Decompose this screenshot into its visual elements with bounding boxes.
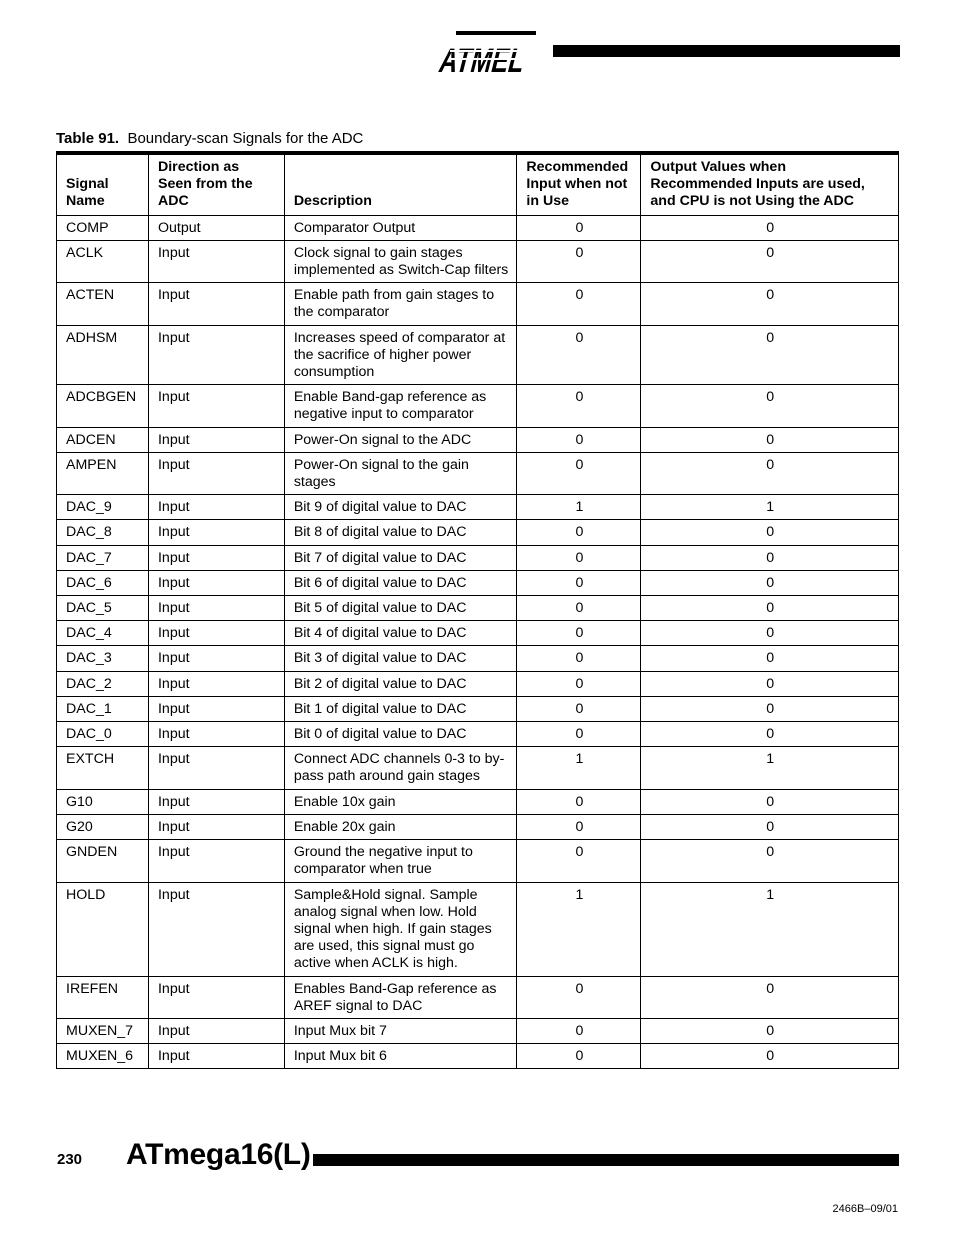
signal-name-cell: DAC_5	[57, 596, 149, 621]
recommended-input-cell: 0	[517, 325, 641, 385]
table-row	[57, 671, 899, 696]
output-value-cell: 0	[641, 283, 899, 325]
signal-name-cell: MUXEN_6	[57, 1044, 149, 1069]
document-code: 2466B–09/01	[832, 1203, 898, 1215]
recommended-input-cell: 0	[517, 789, 641, 814]
table-row	[57, 596, 899, 621]
direction-cell: Input	[148, 283, 284, 325]
output-value-cell: 0	[641, 722, 899, 747]
description-cell: Power-On signal to the ADC	[284, 427, 517, 452]
col-header-signal-name: Signal Name	[57, 153, 149, 215]
signal-name-cell: HOLD	[57, 882, 149, 976]
recommended-input-cell: 0	[517, 596, 641, 621]
signal-name-cell: DAC_0	[57, 722, 149, 747]
direction-cell: Input	[148, 1044, 284, 1069]
document-title: ATmega16(L)	[126, 1138, 311, 1171]
signal-name-cell: DAC_4	[57, 621, 149, 646]
recommended-input-cell: 0	[517, 545, 641, 570]
table-row	[57, 283, 899, 325]
table-row	[57, 722, 899, 747]
description-cell: Bit 9 of digital value to DAC	[284, 495, 517, 520]
description-cell: Ground the negative input to comparator when true	[284, 840, 517, 882]
description-cell: Bit 1 of digital value to DAC	[284, 696, 517, 721]
direction-cell: Input	[148, 495, 284, 520]
description-cell: Sample&Hold signal. Sample analog signal when low. Hold signal when high. If gain stages are used, this signal must go active when ACLK is high.	[284, 882, 517, 976]
direction-cell: Input	[148, 452, 284, 494]
svg-text:ATMEL: ATMEL	[435, 42, 560, 80]
table-row	[57, 545, 899, 570]
direction-cell: Input	[148, 671, 284, 696]
table-row	[57, 427, 899, 452]
description-cell: Bit 5 of digital value to DAC	[284, 596, 517, 621]
signal-name-cell: EXTCH	[57, 747, 149, 789]
direction-cell: Output	[148, 215, 284, 240]
direction-cell: Input	[148, 520, 284, 545]
direction-cell: Input	[148, 976, 284, 1018]
description-cell: Bit 8 of digital value to DAC	[284, 520, 517, 545]
table-row	[57, 814, 899, 839]
signal-name-cell: AMPEN	[57, 452, 149, 494]
output-value-cell: 1	[641, 495, 899, 520]
signal-name-cell: DAC_2	[57, 671, 149, 696]
table-caption	[56, 130, 363, 147]
output-value-cell: 0	[641, 646, 899, 671]
description-cell: Bit 4 of digital value to DAC	[284, 621, 517, 646]
recommended-input-cell: 0	[517, 1018, 641, 1043]
direction-cell: Input	[148, 596, 284, 621]
header-rule	[553, 45, 900, 57]
direction-cell: Input	[148, 427, 284, 452]
recommended-input-cell: 0	[517, 570, 641, 595]
output-value-cell: 0	[641, 240, 899, 282]
recommended-input-cell: 0	[517, 840, 641, 882]
direction-cell: Input	[148, 1018, 284, 1043]
output-value-cell: 0	[641, 325, 899, 385]
recommended-input-cell: 0	[517, 814, 641, 839]
direction-cell: Input	[148, 621, 284, 646]
recommended-input-cell: 0	[517, 976, 641, 1018]
description-cell: Input Mux bit 7	[284, 1018, 517, 1043]
col-header-description: Description	[284, 153, 517, 215]
output-value-cell: 0	[641, 545, 899, 570]
table-row	[57, 882, 899, 976]
signal-name-cell: ADCEN	[57, 427, 149, 452]
direction-cell: Input	[148, 789, 284, 814]
recommended-input-cell: 1	[517, 495, 641, 520]
output-value-cell: 0	[641, 814, 899, 839]
direction-cell: Input	[148, 646, 284, 671]
output-value-cell: 0	[641, 671, 899, 696]
signal-name-cell: DAC_6	[57, 570, 149, 595]
table-header-row	[57, 153, 899, 215]
output-value-cell: 0	[641, 596, 899, 621]
output-value-cell: 0	[641, 215, 899, 240]
signal-name-cell: DAC_3	[57, 646, 149, 671]
description-cell: Bit 3 of digital value to DAC	[284, 646, 517, 671]
output-value-cell: 0	[641, 570, 899, 595]
recommended-input-cell: 0	[517, 696, 641, 721]
signal-name-cell: ADCBGEN	[57, 385, 149, 427]
table-row	[57, 240, 899, 282]
output-value-cell: 0	[641, 1044, 899, 1069]
recommended-input-cell: 0	[517, 427, 641, 452]
output-value-cell: 0	[641, 520, 899, 545]
table-row	[57, 646, 899, 671]
col-header-output-values: Output Values when Recommended Inputs are used, and CPU is not Using the ADC	[641, 153, 899, 215]
description-cell: Comparator Output	[284, 215, 517, 240]
description-cell: Enables Band-Gap reference as AREF signal to DAC	[284, 976, 517, 1018]
table-row	[57, 696, 899, 721]
direction-cell: Input	[148, 814, 284, 839]
description-cell: Bit 2 of digital value to DAC	[284, 671, 517, 696]
table-row	[57, 385, 899, 427]
description-cell: Bit 7 of digital value to DAC	[284, 545, 517, 570]
page-number: 230	[57, 1151, 83, 1168]
output-value-cell: 0	[641, 1018, 899, 1043]
table-row	[57, 747, 899, 789]
table-row	[57, 325, 899, 385]
col-header-recommended-input: Recommended Input when not in Use	[517, 153, 641, 215]
table-row	[57, 215, 899, 240]
recommended-input-cell: 1	[517, 747, 641, 789]
recommended-input-cell: 0	[517, 646, 641, 671]
signal-name-cell: GNDEN	[57, 840, 149, 882]
description-cell: Enable Band-gap reference as negative input to comparator	[284, 385, 517, 427]
direction-cell: Input	[148, 570, 284, 595]
table-caption-number: Table 91.	[56, 130, 120, 147]
table-row	[57, 495, 899, 520]
signal-name-cell: DAC_1	[57, 696, 149, 721]
output-value-cell: 0	[641, 789, 899, 814]
direction-cell: Input	[148, 840, 284, 882]
description-cell: Enable 20x gain	[284, 814, 517, 839]
signal-name-cell: DAC_9	[57, 495, 149, 520]
description-cell: Enable path from gain stages to the comparator	[284, 283, 517, 325]
signal-name-cell: ADHSM	[57, 325, 149, 385]
direction-cell: Input	[148, 240, 284, 282]
recommended-input-cell: 1	[517, 882, 641, 976]
signal-name-cell: G20	[57, 814, 149, 839]
direction-cell: Input	[148, 747, 284, 789]
table-row	[57, 976, 899, 1018]
signal-name-cell: MUXEN_7	[57, 1018, 149, 1043]
table-row	[57, 570, 899, 595]
recommended-input-cell: 0	[517, 621, 641, 646]
recommended-input-cell: 0	[517, 722, 641, 747]
table-caption-title: Boundary-scan Signals for the ADC	[127, 130, 364, 147]
recommended-input-cell: 0	[517, 215, 641, 240]
description-cell: Connect ADC channels 0-3 to by-pass path around gain stages	[284, 747, 517, 789]
description-cell: Enable 10x gain	[284, 789, 517, 814]
footer-rule	[313, 1154, 899, 1166]
output-value-cell: 0	[641, 696, 899, 721]
table-body	[57, 215, 899, 1069]
recommended-input-cell: 0	[517, 240, 641, 282]
signal-name-cell: ACLK	[57, 240, 149, 282]
table-row	[57, 520, 899, 545]
signal-name-cell: G10	[57, 789, 149, 814]
output-value-cell: 0	[641, 427, 899, 452]
direction-cell: Input	[148, 545, 284, 570]
col-header-direction: Direction as Seen from the ADC	[148, 153, 284, 215]
output-value-cell: 1	[641, 882, 899, 976]
description-cell: Increases speed of comparator at the sacrifice of higher power consumption	[284, 325, 517, 385]
table-row	[57, 789, 899, 814]
recommended-input-cell: 0	[517, 452, 641, 494]
atmel-logo	[435, 28, 560, 80]
output-value-cell: 0	[641, 840, 899, 882]
output-value-cell: 0	[641, 621, 899, 646]
table-row	[57, 1018, 899, 1043]
signal-name-cell: ACTEN	[57, 283, 149, 325]
signal-name-cell: DAC_7	[57, 545, 149, 570]
output-value-cell: 0	[641, 452, 899, 494]
description-cell: Power-On signal to the gain stages	[284, 452, 517, 494]
output-value-cell: 0	[641, 385, 899, 427]
signal-name-cell: COMP	[57, 215, 149, 240]
recommended-input-cell: 0	[517, 520, 641, 545]
description-cell: Bit 0 of digital value to DAC	[284, 722, 517, 747]
table-row	[57, 621, 899, 646]
direction-cell: Input	[148, 385, 284, 427]
table-row	[57, 1044, 899, 1069]
recommended-input-cell: 0	[517, 385, 641, 427]
signal-name-cell: DAC_8	[57, 520, 149, 545]
output-value-cell: 0	[641, 976, 899, 1018]
direction-cell: Input	[148, 722, 284, 747]
description-cell: Bit 6 of digital value to DAC	[284, 570, 517, 595]
signal-name-cell: IREFEN	[57, 976, 149, 1018]
recommended-input-cell: 0	[517, 283, 641, 325]
table-row	[57, 452, 899, 494]
output-value-cell: 1	[641, 747, 899, 789]
boundary-scan-table	[56, 151, 899, 1069]
recommended-input-cell: 0	[517, 671, 641, 696]
description-cell: Input Mux bit 6	[284, 1044, 517, 1069]
direction-cell: Input	[148, 882, 284, 976]
table-row	[57, 840, 899, 882]
description-cell: Clock signal to gain stages implemented as Switch-Cap filters	[284, 240, 517, 282]
recommended-input-cell: 0	[517, 1044, 641, 1069]
direction-cell: Input	[148, 325, 284, 385]
direction-cell: Input	[148, 696, 284, 721]
